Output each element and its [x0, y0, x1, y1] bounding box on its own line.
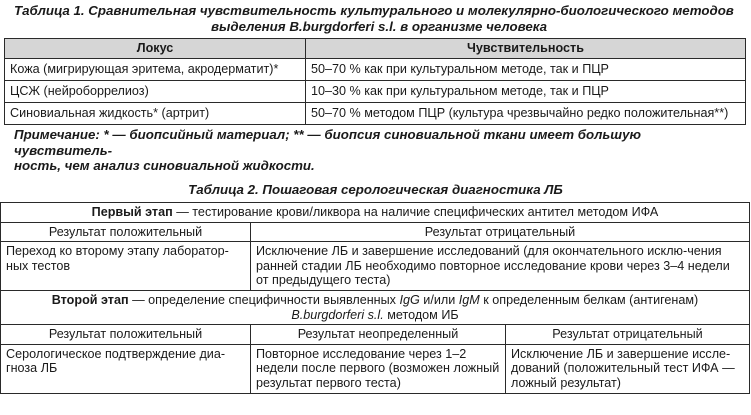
- table2-caption: Таблица 2. Пошаговая серологическая диагностика ЛБ: [188, 182, 563, 197]
- stage2-negative-cell: Исключение ЛБ и завершение иссле-дований (положительный тест ИФА — ложный результат): [506, 344, 750, 393]
- stage2-pathogen: B.burgdorferi s.l.: [291, 307, 384, 322]
- stage2-indeterminate-header: Результат неопределенный: [251, 325, 506, 345]
- table1-note: [14, 127, 742, 174]
- stage1-row: [1, 203, 750, 223]
- table-row: [5, 102, 746, 124]
- sensitivity-cell: 50–70 % методом ПЦР (культура чрезвычайно редко положительная**): [306, 102, 746, 124]
- stage1-text: — тестирование крови/ликвора на наличие специфических антител методом ИФА: [172, 205, 659, 219]
- table-row: [5, 58, 746, 80]
- stage2-text-a: — определение специфичности выявленных: [128, 292, 400, 307]
- stage1-result-row: [1, 242, 750, 291]
- note-text-line2: ность, чем анализ синовиальной жидкости.: [14, 158, 315, 174]
- stage2-text-b: и/или: [419, 292, 459, 307]
- table1-header-locus: Локус: [5, 39, 306, 59]
- stage2-title: Второй этап: [51, 292, 129, 307]
- stage1-title: Первый этап: [91, 205, 173, 219]
- stage1-positive-header: Результат положительный: [1, 222, 251, 242]
- stage1-negative-cell: Исключение ЛБ и завершение исследований (для окончательного исклю-чения ранней стадии ЛБ необходимо повторное исследование крови через 3–4 недели от предыдущего теста): [251, 242, 750, 291]
- stage2-positive-cell: Серологическое подтверждение диа-гноза ЛБ: [1, 344, 251, 393]
- stage2-result-row: [1, 344, 750, 393]
- stage1-positive-cell: Переход ко второму этапу лаборатор-ных тестов: [1, 242, 251, 291]
- sensitivity-cell: 10–30 % как при культуральном методе, так и ПЦР: [306, 80, 746, 102]
- stage2-igm: IgM: [458, 292, 480, 307]
- table1: [4, 38, 746, 125]
- stage2-indeterminate-cell: Повторное исследование через 1–2 недели после первого (возможен ложный результат первого теста): [251, 344, 506, 393]
- stage2-igg: IgG: [399, 292, 420, 307]
- stage2-description: [1, 290, 750, 324]
- stage1-header-row: [1, 222, 750, 242]
- stage2-positive-header: Результат положительный: [1, 325, 251, 345]
- sensitivity-cell: 50–70 % как при культуральном методе, так и ПЦР: [306, 58, 746, 80]
- stage2-row: [1, 290, 750, 324]
- table1-header-row: [5, 39, 746, 59]
- locus-cell: Синовиальная жидкость* (артрит): [5, 102, 306, 124]
- note-text-line1: * — биопсийный материал; ** — биопсия синовиальной ткани имеет большую чувствитель-: [14, 127, 641, 158]
- table2: [0, 202, 750, 394]
- stage2-text-c: к определенным белкам (антигенам): [479, 292, 699, 307]
- stage1-description: [1, 203, 750, 223]
- locus-cell: ЦСЖ (нейроборрелиоз): [5, 80, 306, 102]
- table1-caption: [14, 3, 743, 34]
- locus-cell: Кожа (мигрирующая эритема, акродерматит)*: [5, 58, 306, 80]
- stage1-negative-header: Результат отрицательный: [251, 222, 750, 242]
- note-label: Примечание:: [14, 127, 100, 142]
- table-row: [5, 80, 746, 102]
- stage2-text-d: методом ИБ: [383, 307, 459, 322]
- stage2-negative-header: Результат отрицательный: [506, 325, 750, 345]
- stage2-header-row: [1, 325, 750, 345]
- table1-caption-line1: Таблица 1. Сравнительная чувствительность культурального и молекулярно-биологического методов: [14, 3, 734, 18]
- table1-caption-line2: выделения B.burgdorferi s.l. в организме человека: [211, 18, 548, 34]
- table1-header-sensitivity: Чувствительность: [306, 39, 746, 59]
